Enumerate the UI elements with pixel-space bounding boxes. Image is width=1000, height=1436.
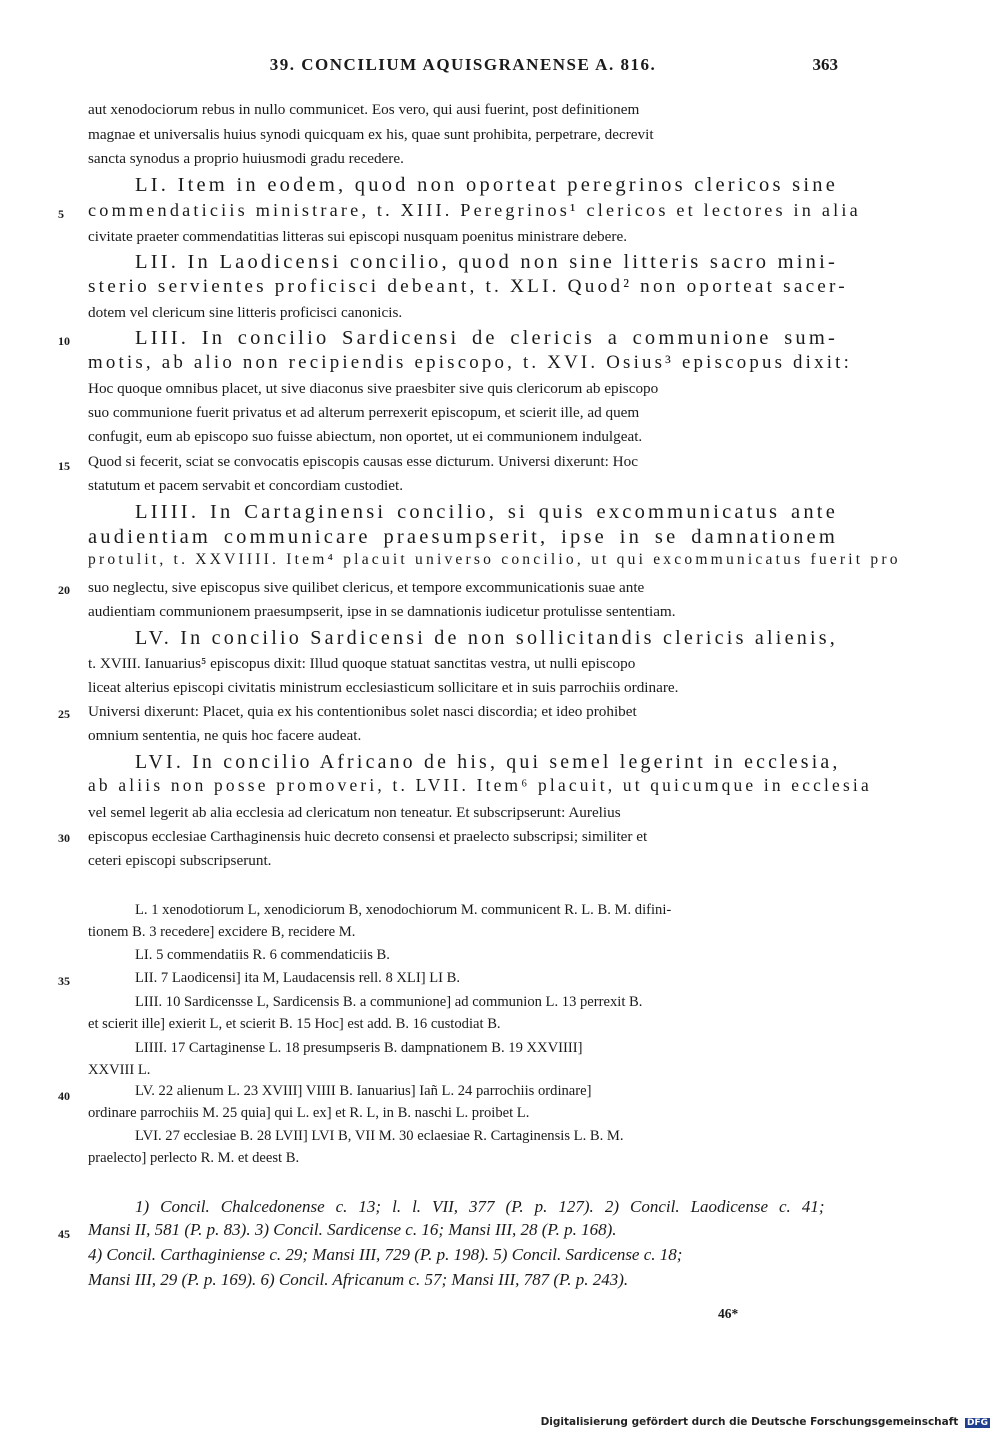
running-title: 39. CONCILIUM AQUISGRANENSE A. 816. (269, 55, 657, 74)
apparatus-line: XXVIII L. (88, 1062, 151, 1078)
text-line: episcopus ecclesiae Carthaginensis huic decreto consensi et praelecto subscripsi; similiter et (88, 828, 648, 845)
chapter-heading-li: LI. Item in eodem, quod non oporteat peregrinos clericos sine (135, 174, 838, 196)
line-number: 35 (58, 974, 70, 988)
line-number: 25 (58, 707, 70, 721)
chapter-heading-lvi: LVI. In concilio Africano de his, qui semel legerint in ecclesia, (135, 751, 841, 773)
text-line: liceat alterius episcopi civitatis ministrum ecclesiasticum sollicitare et in suis parrochiis ordinare. (88, 679, 679, 696)
line-number: 30 (58, 831, 70, 845)
line-number: 5 (58, 207, 64, 221)
apparatus-line: L. 1 xenodotiorum L, xenodiciorum B, xenodochiorum M. communicent R. L. B. M. difini- (135, 902, 672, 918)
text-line: omnium sententia, ne quis hoc facere audeat. (88, 727, 362, 744)
footnote-line: Mansi III, 29 (P. p. 169). 6) Concil. Africanum c. 57; Mansi III, 787 (P. p. 243). (88, 1270, 629, 1289)
chapter-heading-lii: LII. In Laodicensi concilio, quod non sine litteris sacro mini- (135, 251, 838, 273)
chapter-heading-liiii: LIIII. In Cartaginensi concilio, si quis excommunicatus ante (135, 501, 838, 523)
apparatus-line: LII. 7 Laodicensi] ita M, Laudacensis rell. 8 XLI] LI B. (135, 970, 461, 986)
signature-mark: 46* (718, 1306, 739, 1321)
line-number: 45 (58, 1227, 70, 1241)
footnote-line: 4) Concil. Carthaginiense c. 29; Mansi III, 729 (P. p. 198). 5) Concil. Sardicense c. 18; (88, 1245, 683, 1264)
apparatus-line: praelecto] perlecto R. M. et deest B. (88, 1150, 300, 1166)
text-line: confugit, eum ab episcopo suo fuisse abiectum, non oportet, ut ei communionem indulgeat. (88, 428, 643, 445)
digitization-note: Digitalisierung gefördert durch die Deutsche Forschungsgemeinschaft (540, 1416, 959, 1428)
text-line: Quod si fecerit, sciat se convocatis episcopis causas esse dicturum. Universi dixerunt: Hoc (88, 453, 638, 470)
chapter-heading-lvi-cont: ab aliis non posse promoveri, t. LVII. Item⁶ placuit, ut quicumque in ecclesia (88, 776, 872, 795)
running-header (88, 55, 838, 81)
text-line: civitate praeter commendatitias litteras sui episcopi nusquam poenitus ministrare debere. (88, 228, 627, 245)
text-line: statutum et pacem servabit et concordiam custodiet. (88, 477, 404, 494)
apparatus-line: LIII. 10 Sardicensse L, Sardicensis B. a communione] ad communion L. 13 perrexit B. (135, 994, 643, 1010)
apparatus-line: et scierit ille] exierit L, et scierit B. 15 Hoc] est add. B. 16 custodiat B. (88, 1016, 501, 1032)
apparatus-line: LIIII. 17 Cartaginense L. 18 presumpseris B. dampnationem B. 19 XXVIIII] (135, 1040, 583, 1056)
chapter-heading-liiii-cont: audientiam communicare praesumpserit, ipse in se damnationem (88, 526, 838, 548)
text-line: sancta synodus a proprio huiusmodi gradu recedere. (88, 150, 404, 167)
page-number: 363 (812, 55, 838, 74)
dfg-logo: DFG (966, 1418, 988, 1428)
apparatus-line: LVI. 27 ecclesiae B. 28 LVII] LVI B, VII M. 30 eclaesiae R. Cartaginensis L. B. M. (135, 1128, 624, 1144)
text-line: audientiam communionem praesumpserit, ipse in se damnationis iudicetur protulisse sententiam. (88, 603, 676, 620)
text-line: aut xenodociorum rebus in nullo communicet. Eos vero, qui ausi fuerint, post definitionem (88, 101, 640, 118)
digitization-credit (541, 1416, 990, 1428)
apparatus-line: tionem B. 3 recedere] excidere B, recidere M. (88, 924, 356, 940)
apparatus-line: LI. 5 commendatiis R. 6 commendaticiis B. (135, 947, 390, 963)
apparatus-line: ordinare parrochiis M. 25 quia] qui L. ex] et R. L, in B. naschi L. proibet L. (88, 1105, 530, 1121)
text-line: Universi dixerunt: Placet, quia ex his contentionibus solet nasci discordia; et ideo prohibet (88, 703, 637, 720)
line-number: 20 (58, 583, 70, 597)
line-number: 10 (58, 334, 70, 348)
chapter-heading-lii-cont: sterio servientes proficisci debeant, t. XLI. Quod² non oporteat sacer- (88, 276, 848, 297)
chapter-heading-liii: LIII. In concilio Sardicensi de clericis a communione sum- (135, 327, 838, 349)
text-line: vel semel legerit ab alia ecclesia ad clericatum non teneatur. Et subscripserunt: Aurelius (88, 804, 621, 821)
footnote-line: Mansi II, 581 (P. p. 83). 3) Concil. Sardicense c. 16; Mansi III, 28 (P. p. 168). (88, 1220, 617, 1239)
chapter-heading-liii-cont: motis, ab alio non recipiendis episcopo, t. XVI. Osius³ episcopus dixit: (88, 352, 853, 373)
line-number: 15 (58, 459, 70, 473)
chapter-heading-lv: LV. In concilio Sardicensi de non sollicitandis clericis alienis, (135, 627, 838, 649)
text-line: magnae et universalis huius synodi quicquam ex his, quae sunt prohibita, perpetrare, decrevit (88, 126, 654, 143)
line-number: 40 (58, 1089, 70, 1103)
chapter-heading-li-cont: commendaticiis ministrare, t. XIII. Peregrinos¹ clericos et lectores in alia (88, 200, 861, 220)
footnote-line: 1) Concil. Chalcedonense c. 13; l. l. VII, 377 (P. p. 127). 2) Concil. Laodicense c. 41; (135, 1197, 825, 1216)
text-line: ceteri episcopi subscripserunt. (88, 852, 272, 869)
text-line: t. XVIII. Ianuarius⁵ episcopus dixit: Illud quoque statuat sanctitas vestra, ut nulli episcopo (88, 655, 636, 672)
text-line: suo communione fuerit privatus et ad alterum perrexerit episcopum, et scierit ille, ad quem (88, 404, 640, 421)
apparatus-line: LV. 22 alienum L. 23 XVIII] VIIII B. Ianuarius] Iañ L. 24 parrochiis ordinare] (135, 1083, 592, 1099)
text-line: suo neglectu, sive episcopus sive quilibet clericus, et tempore excommunicationis suae ante (88, 579, 645, 596)
text-line: dotem vel clericum sine litteris proficisci canonicis. (88, 304, 403, 321)
chapter-heading-liiii-cont: protulit, t. XXVIIII. Item⁴ placuit universo concilio, ut qui excommunicatus fuerit pro (88, 551, 901, 568)
text-line: Hoc quoque omnibus placet, ut sive diaconus sive praesbiter sive quis clericorum ab episcopo (88, 380, 659, 397)
